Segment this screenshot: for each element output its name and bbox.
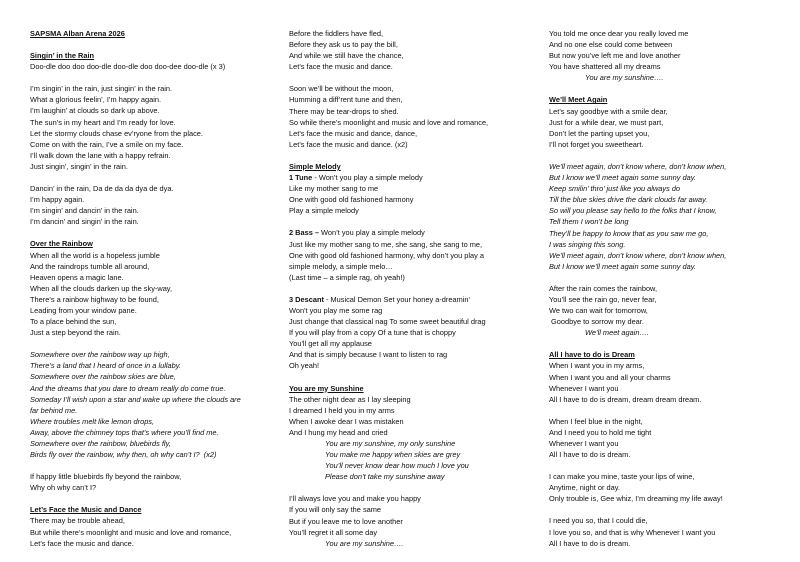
lyric-line: So while there’s moonlight and music and love and romance,: [289, 117, 489, 127]
part-first-line: [289, 227, 529, 238]
verse: [289, 493, 529, 537]
part-first-line: [289, 172, 529, 183]
verse: [549, 106, 789, 150]
part-first-text: - Musical Demon Set your honey a-dreamin': [323, 294, 470, 304]
part-label: 1 Tune: [289, 173, 313, 183]
verse: [549, 283, 789, 327]
song-title-rainbow: Over the Rainbow: [30, 239, 93, 249]
lyric-line: But while there’s moonlight and music and love and romance,: [30, 527, 232, 537]
chorus-tag: You are my sunshine….: [585, 73, 664, 83]
part-label: 2 Bass –: [289, 228, 319, 238]
verse: [30, 61, 270, 72]
lyric-line: And while we still have the chance,: [289, 51, 404, 61]
lyric-line: When all the world is a hopeless jumble: [30, 250, 160, 260]
lyric-line: You are my sunshine, my only sunshine: [325, 439, 456, 448]
lyric-line: I’m singin’ in the rain, just singin’ in the rain.: [30, 84, 172, 94]
lyric-line: There’s a rainbow highway to be found,: [30, 294, 159, 304]
lyric-line: Soon we’ll be without the moon,: [289, 84, 394, 94]
verse: [30, 471, 270, 493]
lyric-line: I’ll walk down the lane with a happy refrain.: [30, 150, 171, 160]
lyric-line: But I know we’ll meet again some sunny day.: [549, 173, 696, 183]
lyric-line: I’m laughin’ at clouds so dark up above.: [30, 106, 160, 116]
lyric-line: Let the stormy clouds chase ev’ryone from the place.: [30, 128, 203, 138]
lyric-line: Heaven opens a magic lane.: [30, 272, 124, 282]
part-lines: [289, 183, 529, 216]
lyric-line: But now you’ve left me and love another: [549, 51, 681, 61]
part-label: 3 Descant: [289, 294, 324, 304]
lyric-line: All I have to do is dream.: [549, 538, 631, 548]
lyric-line: And no one else could come between: [549, 40, 673, 50]
verse: [30, 515, 270, 548]
lyric-line: But I know we’ll meet again some sunny day.: [549, 261, 696, 271]
lyric-line: All I have to do is dream.: [549, 450, 631, 460]
lyric-line: Won't you play me some rag: [289, 305, 383, 315]
lyric-line: Please don’t take my sunshine away: [325, 472, 445, 482]
lyric-line: After the rain comes the rainbow,: [549, 283, 658, 293]
song-title-singin: Singin’ in the Rain: [30, 51, 95, 61]
lyric-line: Humming a diff’rent tune and then,: [289, 95, 403, 105]
chorus: [289, 438, 529, 482]
lyric-line: Just change that classical nag To some sweet beautiful drag: [289, 317, 486, 327]
lyric-line: You have shattered all my dreams: [549, 62, 661, 72]
lyric-line: Dancin’ in the rain, Da de da da dya de dya.: [30, 184, 174, 194]
verse: [289, 394, 529, 438]
lyric-line: You’ll see the rain go, never fear,: [549, 294, 657, 304]
lyric-line: Only trouble is, Gee whiz, I’m dreaming my life away!: [549, 494, 723, 504]
lyric-line: Leading from your window pane.: [30, 305, 137, 315]
lyric-line: Before they ask us to pay the bill,: [289, 40, 398, 50]
lyric-line: We two can wait for tomorrow,: [549, 306, 648, 316]
lyric-line: You’ll regret it all some day: [289, 527, 378, 537]
page-title: SAPSMA Alban Arena 2026: [30, 29, 125, 38]
lyric-line: Where troubles melt like lemon drops,: [30, 416, 155, 426]
lyric-line: I need you so, that I could die,: [549, 516, 648, 526]
lyric-line: I was singing this song.: [549, 239, 626, 249]
verse: [549, 416, 789, 460]
lyric-line: You make me happy when skies are grey: [325, 450, 461, 460]
lyric-line: You’ll never know dear how much I love you: [325, 461, 469, 471]
lyric-line: simple melody, a simple melo…: [289, 261, 393, 271]
verse: [30, 250, 270, 339]
lyric-line: Before the fiddlers have fled,: [289, 29, 384, 38]
part-2: [289, 227, 529, 282]
lyric-line: Just singin’, singin’ in the rain.: [30, 161, 128, 171]
verse: [30, 183, 270, 227]
lyric-line: Doo-dle doo doo doo-dle doo-dle doo doo-dee doo-dle (x 3): [30, 62, 226, 72]
lyric-line: There may be tear-drops to shed.: [289, 106, 399, 116]
lyric-line: When all the clouds darken up the sky-way,: [30, 283, 172, 293]
lyric-line: You told me once dear you really loved me: [549, 29, 689, 38]
lyric-line: Don’t let the parting upset you,: [549, 128, 650, 138]
lyric-line: What a glorious feelin’, I’m happy again.: [30, 95, 162, 105]
lyric-line: Birds fly over the rainbow, why then, oh why can’t I? (x2): [30, 450, 217, 460]
lyric-line: Like my mother sang to me: [289, 184, 379, 194]
verse: [549, 360, 789, 404]
lyric-line: We’ll meet again, don’t know where, don’t know when,: [549, 250, 727, 260]
chorus: [549, 161, 789, 272]
part-first-line: [289, 294, 529, 305]
lyric-line: Goodbye to sorrow my dear.: [549, 317, 644, 327]
song-title-all-i-have: All I have to do is Dream: [549, 350, 635, 360]
part-lines: [289, 239, 529, 283]
song-title-sunshine: You are my Sunshine: [289, 383, 364, 393]
lyric-line: When I feel blue in the night,: [549, 416, 643, 426]
lyric-line: Till the blue skies drive the dark clouds far away.: [549, 195, 708, 205]
part-first-text: - Won’t you play a simple melody: [312, 173, 423, 183]
lyric-line: There’s a land that I heard of once in a lullaby.: [30, 361, 181, 371]
lyric-line: Somewhere over the rainbow skies are blue,: [30, 372, 176, 382]
verse: [549, 28, 789, 72]
song-title-meet-again: We’ll Meet Again: [549, 95, 608, 105]
chorus-tag: We’ll meet again….: [585, 328, 649, 338]
verse: [30, 83, 270, 172]
verse: [289, 28, 529, 72]
lyric-line: Let’s face the music and dance.: [289, 62, 393, 72]
part-lines: [289, 305, 529, 372]
lyric-line: Let’s say goodbye with a smile dear,: [549, 106, 668, 116]
lyric-line: I’m dancin’ and singin’ in the rain.: [30, 217, 139, 227]
lyric-line: (Last time – a simple rag, oh yeah!): [289, 272, 405, 282]
verse: [549, 471, 789, 504]
lyric-line: Oh yeah!: [289, 361, 319, 371]
lyric-line: Someday I’ll wish upon a star and wake up where the clouds are: [30, 394, 241, 404]
lyric-line: I’m happy again.: [30, 195, 85, 205]
song-title-simple-melody: Simple Melody: [289, 161, 341, 171]
lyric-line: When I want you in my arms,: [549, 361, 645, 371]
lyric-line: You'll get all my applause: [289, 339, 372, 349]
lyric-line: Tell them I won’t be long: [549, 217, 629, 227]
lyric-line: Let’s face the music and dance. (x2): [289, 139, 408, 149]
song-title-face-music: Let’s Face the Music and Dance: [30, 505, 142, 515]
lyric-line: And I need you to hold me tight: [549, 427, 652, 437]
lyric-line: We’ll meet again, don’t know where, don’t know when,: [549, 161, 727, 171]
lyric-line: If you will play from a copy Of a tune that is choppy: [289, 328, 456, 338]
lyric-line: All I have to do is dream, dream dream dream.: [549, 394, 702, 404]
column-2: [289, 28, 529, 549]
lyric-line: Just for a while dear, we must part,: [549, 117, 664, 127]
verse: [289, 83, 529, 150]
lyric-line: Whenever I want you: [549, 439, 619, 448]
lyric-line: Keep smilin’ thro’ just like you always do: [549, 184, 681, 194]
lyric-line: And the dreams that you dare to dream really do come true.: [30, 383, 226, 393]
part-3: [289, 294, 529, 372]
lyric-line: I dreamed I held you in my arms: [289, 405, 395, 415]
lyric-line: Anytime, night or day.: [549, 483, 620, 493]
lyric-line: They’ll be happy to know that as you saw me go,: [549, 228, 709, 238]
chorus-tag: You are my sunshine….: [325, 538, 404, 548]
lyric-line: I’ll always love you and make you happy: [289, 494, 421, 504]
lyric-line: The sun’s in my heart and I’m ready for love.: [30, 117, 176, 127]
lyric-line: One with good old fashioned harmony: [289, 195, 414, 205]
column-3: [549, 28, 789, 560]
lyric-line: I love you so, and that is why Whenever I want you: [549, 527, 716, 537]
lyric-line: And that is simply because I want to listen to rag: [289, 350, 448, 360]
verse: [549, 515, 789, 548]
lyric-line: So will you please say hello to the folks that I know,: [549, 206, 717, 216]
lyric-line: Whenever I want you: [549, 383, 619, 393]
lyric-line: I’ll not forget you sweetheart.: [549, 139, 644, 149]
column-1: [30, 28, 270, 560]
lyric-line: One with good old fashioned harmony, why don’t you play a: [289, 250, 485, 260]
lyric-line: Just like my mother sang to me, she sang, she sang to me,: [289, 239, 483, 249]
lyric-line: Why oh why can’t I?: [30, 483, 97, 493]
part-1: [289, 172, 529, 216]
lyric-line: If happy little bluebirds fly beyond the rainbow,: [30, 472, 182, 482]
lyric-line: Just a step beyond the rain.: [30, 328, 121, 338]
lyric-line: Let’s face the music and dance.: [30, 538, 134, 548]
lyric-line: I can make you mine, taste your lips of wine,: [549, 472, 695, 482]
lyric-line: Let’s face the music and dance, dance,: [289, 128, 418, 138]
lyric-line: I’m singin’ and dancin’ in the rain.: [30, 206, 139, 216]
lyric-line: The other night dear as I lay sleeping: [289, 394, 411, 404]
chorus: [30, 349, 270, 460]
lyric-line: Play a simple melody: [289, 206, 359, 216]
lyric-line: When I want you and all your charms: [549, 372, 671, 382]
lyric-line: To a place behind the sun,: [30, 317, 117, 327]
lyric-line: far behind me.: [30, 405, 78, 415]
lyric-line: There may be trouble ahead,: [30, 516, 125, 526]
lyric-line: And the raindrops tumble all around,: [30, 261, 150, 271]
lyric-line: Somewhere over the rainbow, bluebirds fly,: [30, 439, 171, 448]
lyric-line: But if you leave me to love another: [289, 516, 403, 526]
part-first-text: Won’t you play a simple melody: [319, 228, 425, 238]
lyric-line: If you will only say the same: [289, 505, 382, 515]
lyric-line: Away, above the chimney tops that’s where you’ll find me.: [30, 427, 219, 437]
lyric-line: When I awoke dear I was mistaken: [289, 416, 404, 426]
lyric-line: Come on with the rain, I’ve a smile on my face.: [30, 139, 184, 149]
lyric-line: Somewhere over the rainbow way up high,: [30, 350, 170, 360]
lyric-line: And I hung my head and cried: [289, 427, 388, 437]
